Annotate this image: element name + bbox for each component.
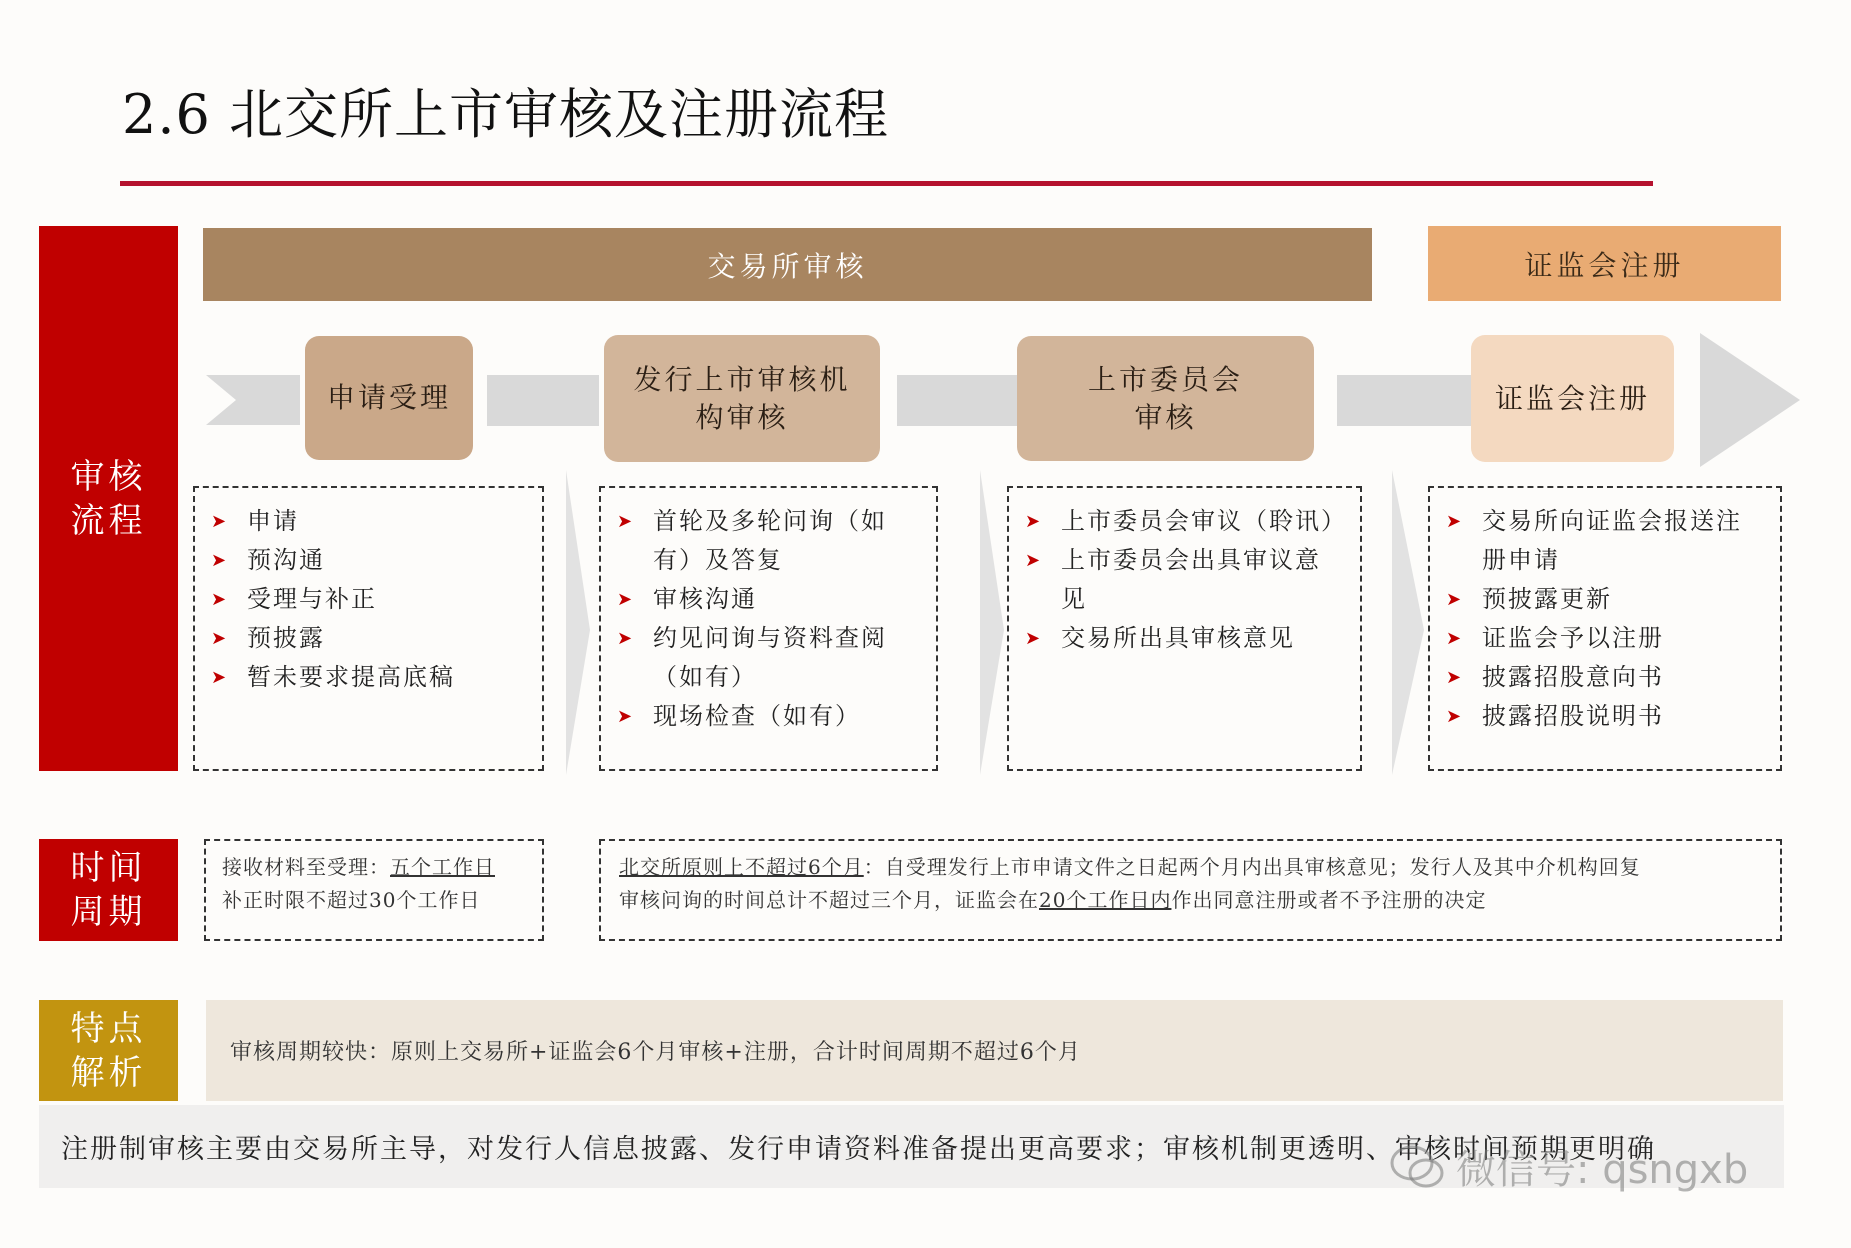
- banner-exchange-review: 交易所审核: [203, 228, 1372, 301]
- bullet-arrow-icon: ➤: [211, 511, 229, 532]
- detail-item-text: 交易所出具审核意见: [1061, 624, 1295, 652]
- detail-item: [617, 502, 922, 580]
- time-line: 补正时限不超过30个工作日: [222, 888, 481, 912]
- detail-item: [211, 658, 528, 697]
- bullet-arrow-icon: ➤: [617, 628, 635, 649]
- detail-item-text: 现场检查（如有）: [653, 702, 861, 730]
- detail-item: [1446, 697, 1766, 736]
- detail-box-listing-committee: [1007, 486, 1362, 771]
- detail-item: [1025, 619, 1346, 658]
- bullet-arrow-icon: ➤: [617, 706, 635, 727]
- side-label-time-line2: 周期: [70, 892, 147, 932]
- detail-item-text: 约见问询与资料查阅（如有）: [653, 624, 887, 691]
- detail-item-text: 预披露更新: [1482, 585, 1612, 613]
- bullet-arrow-icon: ➤: [1025, 550, 1043, 571]
- time-text: 接收材料至受理：: [222, 855, 390, 879]
- detail-item-text: 预沟通: [247, 546, 325, 574]
- bullet-arrow-icon: ➤: [1446, 589, 1464, 610]
- time-line: [619, 851, 1780, 884]
- flow-step-issuance-review-line1: 发行上市审核机: [633, 362, 851, 396]
- flow-connector-1: [487, 375, 599, 426]
- time-text: 审核问询的时间总计不超过三个月，证监会在: [619, 888, 1039, 912]
- bullet-arrow-icon: ➤: [1025, 628, 1043, 649]
- time-highlight: 20个工作日内: [1039, 888, 1172, 912]
- time-highlight: 五个工作日: [390, 855, 495, 879]
- detail-item: [1446, 619, 1766, 658]
- detail-item: [1446, 502, 1766, 580]
- detail-item-text: 首轮及多轮问询（如有）及答复: [653, 507, 887, 574]
- detail-separator-arrow-1: [566, 470, 590, 775]
- bullet-arrow-icon: ➤: [1025, 511, 1043, 532]
- side-label-process-line1: 审核: [70, 456, 147, 497]
- flow-connector-2: [897, 375, 1020, 426]
- flow-tail-arrow: [206, 375, 300, 425]
- detail-item-text: 披露招股意向书: [1482, 663, 1664, 691]
- bullet-arrow-icon: ➤: [1446, 706, 1464, 727]
- bullet-arrow-icon: ➤: [1446, 511, 1464, 532]
- detail-item-text: 受理与补正: [247, 585, 377, 613]
- flow-step-csrc-registration-label: 证监会注册: [1494, 381, 1650, 415]
- bullet-arrow-icon: ➤: [211, 550, 229, 571]
- flow-step-issuance-review: [604, 335, 880, 462]
- bullet-arrow-icon: ➤: [1446, 667, 1464, 688]
- bullet-arrow-icon: ➤: [617, 589, 635, 610]
- detail-item: [1025, 541, 1346, 619]
- wechat-watermark: [1390, 1138, 1748, 1195]
- time-line: [619, 884, 1780, 917]
- detail-item: [617, 619, 922, 697]
- flow-step-application: [305, 336, 473, 460]
- side-label-feature-line1: 特点: [70, 1008, 147, 1049]
- feature-analysis-text: 审核周期较快：原则上交易所+证监会6个月审核+注册，合计时间周期不超过6个月: [206, 1000, 1783, 1101]
- detail-box-issuance-review: [599, 486, 938, 771]
- flow-step-issuance-review-line2: 构审核: [695, 400, 789, 434]
- bullet-arrow-icon: ➤: [211, 628, 229, 649]
- time-box-acceptance: [204, 839, 544, 941]
- side-label-feature-line2: 解析: [70, 1052, 147, 1093]
- banner-csrc-registration: 证监会注册: [1428, 226, 1781, 301]
- watermark-text: 微信号: qsngxb: [1456, 1147, 1749, 1193]
- time-box-review-period: [599, 839, 1782, 941]
- detail-item-text: 上市委员会审议（聆讯）: [1061, 507, 1347, 535]
- detail-item: [211, 580, 528, 619]
- detail-item: [211, 619, 528, 658]
- bullet-arrow-icon: ➤: [617, 511, 635, 532]
- detail-item-text: 交易所向证监会报送注册申请: [1482, 507, 1742, 574]
- flow-head-arrow: [1700, 333, 1800, 467]
- bullet-arrow-icon: ➤: [1446, 628, 1464, 649]
- bullet-arrow-icon: ➤: [211, 667, 229, 688]
- detail-separator-arrow-3: [1392, 470, 1424, 775]
- detail-box-application: [193, 486, 544, 771]
- detail-item-text: 审核沟通: [653, 585, 757, 613]
- time-highlight: 北交所原则上不超过6个月: [619, 855, 864, 879]
- flow-step-application-label: 申请受理: [326, 381, 451, 414]
- detail-item-text: 预披露: [247, 624, 325, 652]
- detail-separator-arrow-2: [980, 470, 1004, 775]
- detail-item-text: 暂未要求提高底稿: [247, 663, 455, 691]
- detail-item: [211, 502, 528, 541]
- detail-item: [1446, 658, 1766, 697]
- flow-step-listing-committee: [1017, 336, 1314, 461]
- detail-box-csrc-registration: [1428, 486, 1782, 771]
- bullet-arrow-icon: ➤: [211, 589, 229, 610]
- summary-statement: 注册制审核主要由交易所主导，对发行人信息披露、发行申请资料准备提出更高要求；审核机制更透明、审核时间预期更明确: [39, 1105, 1784, 1188]
- detail-item: [211, 541, 528, 580]
- detail-item-text: 上市委员会出具审议意见: [1061, 546, 1321, 613]
- detail-item-text: 披露招股说明书: [1482, 702, 1664, 730]
- detail-item: [1025, 502, 1346, 541]
- time-text: ：自受理发行上市申请文件之日起两个月内出具审核意见；发行人及其中介机构回复: [863, 855, 1641, 879]
- flow-step-listing-committee-line2: 审核: [1134, 400, 1197, 434]
- detail-item-text: 申请: [247, 507, 299, 535]
- flow-step-csrc-registration: [1471, 335, 1674, 462]
- flow-connector-3: [1337, 375, 1478, 426]
- time-text: 作出同意注册或者不予注册的决定: [1171, 888, 1487, 912]
- flow-step-listing-committee-line1: 上市委员会: [1087, 362, 1243, 396]
- page-title: 2.6 北交所上市审核及注册流程: [122, 83, 890, 146]
- side-label-time-line1: 时间: [70, 848, 147, 888]
- wechat-icon: [1390, 1143, 1446, 1191]
- detail-item-text: 证监会予以注册: [1482, 624, 1664, 652]
- detail-item: [1446, 580, 1766, 619]
- time-line: [222, 851, 542, 884]
- detail-item: [617, 580, 922, 619]
- detail-item: [617, 697, 922, 736]
- side-label-process-line2: 流程: [70, 500, 147, 541]
